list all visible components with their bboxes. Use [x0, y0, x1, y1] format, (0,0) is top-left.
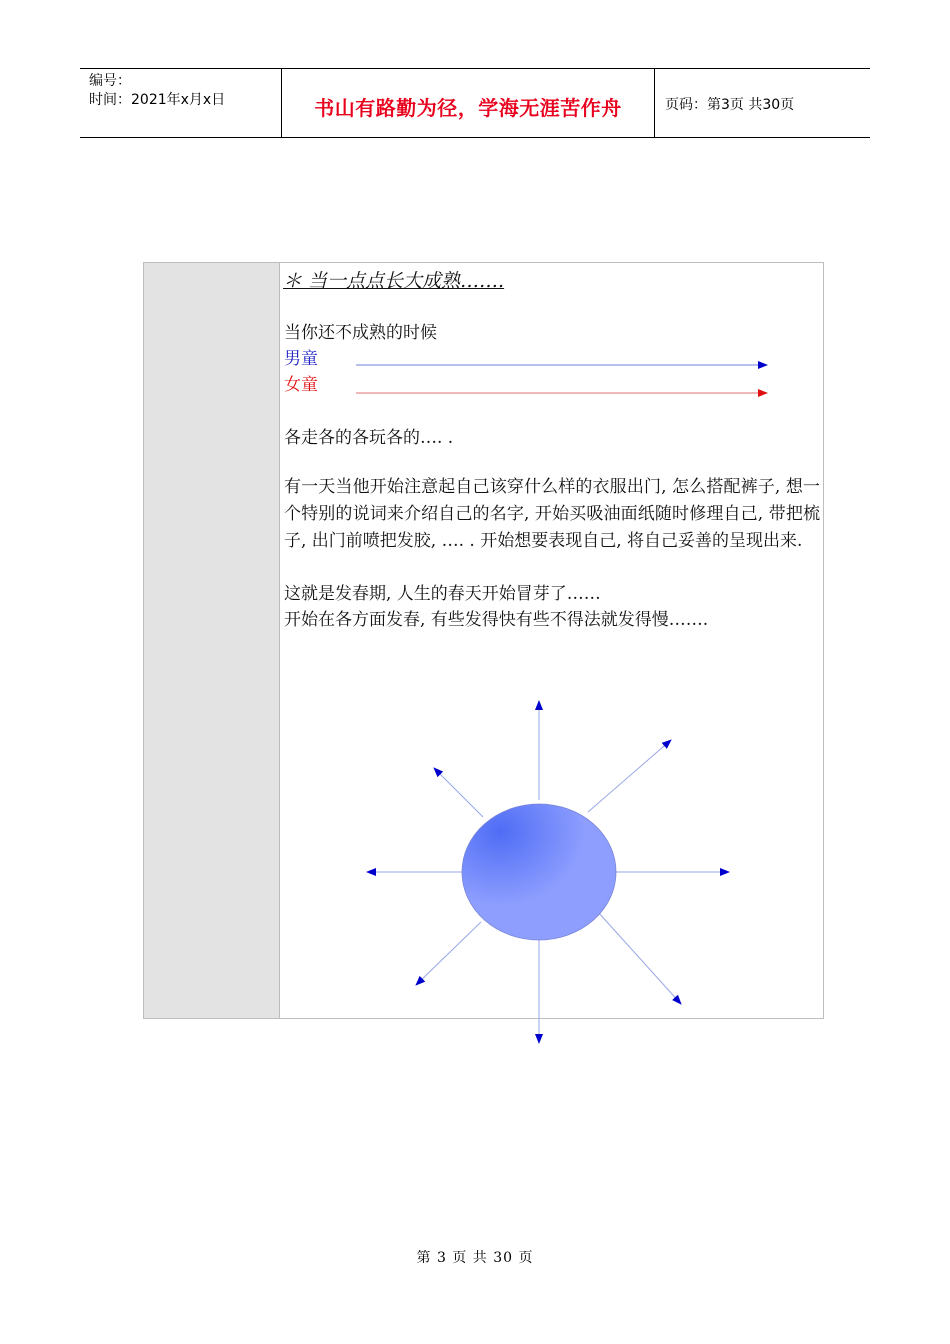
- body-paragraph: 有一天当他开始注意起自己该穿什么样的衣服出门, 怎么搭配裤子, 想一个特别的说词来介绍自己的名字, 开始买吸油面纸随时修理自己, 带把梳子, 出门前喷把发胶, …. . 开始想要表现自己, 将自己妥善的呈现出来.: [284, 477, 820, 551]
- section-title: ＊ 当一点点长大成熟…….: [283, 270, 505, 292]
- ray-arrow-upright: [588, 740, 671, 812]
- girl-label: 女童: [284, 375, 318, 395]
- growth-line: 开始在各方面发春, 有些发得快有些不得法就发得慢…….: [284, 610, 709, 630]
- motto: 书山有路勤为径，学海无涯苦作舟: [314, 96, 622, 120]
- number-label: 编号：: [89, 73, 131, 89]
- boy-label: 男童: [284, 349, 318, 369]
- date-label: 时间：2021年x月x日: [89, 92, 226, 108]
- intro-line: 当你还不成熟的时候: [284, 323, 437, 343]
- page-footer: 第 3 页 共 30 页: [416, 1250, 534, 1266]
- ray-arrow-downright: [598, 912, 681, 1004]
- sun-circle: [462, 804, 616, 940]
- page-number: 页码：第3页 共30页: [665, 97, 795, 113]
- spring-line: 这就是发春期, 人生的春天开始冒芽了……: [284, 584, 601, 604]
- separate-line: 各走各的各玩各的…. .: [284, 428, 454, 448]
- ray-arrow-downleft: [416, 922, 481, 985]
- ray-arrow-upleft: [434, 768, 483, 817]
